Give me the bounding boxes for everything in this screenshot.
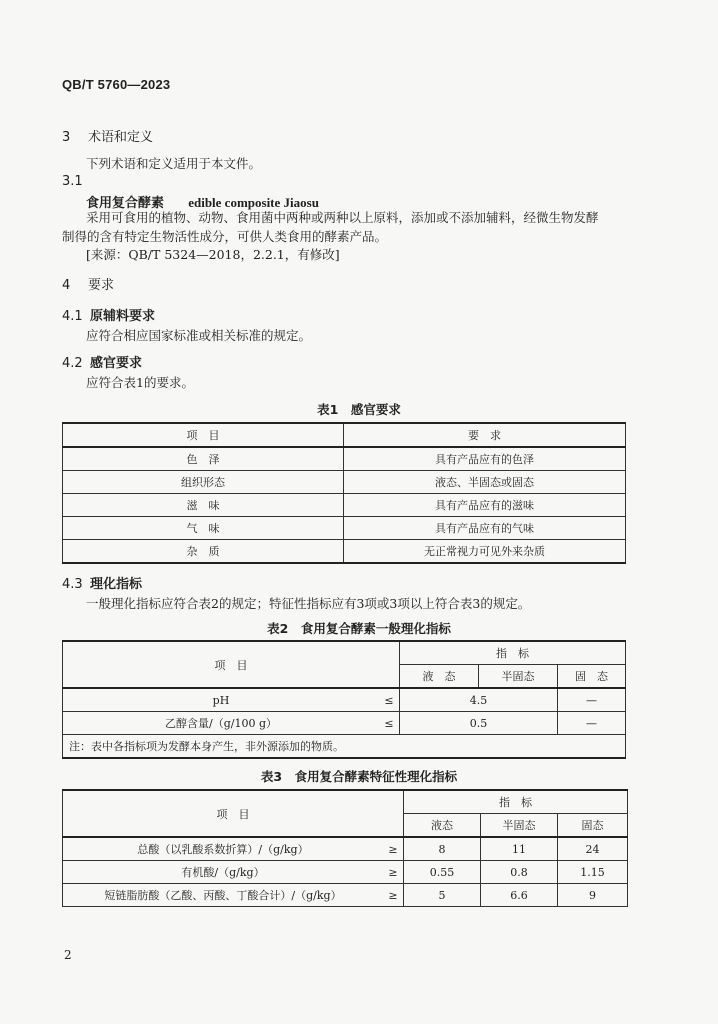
table-cell: 总酸（以乳酸系数折算）/（g/kg） <box>63 837 384 861</box>
table-header: 液 态 <box>400 665 479 689</box>
table-header: 项 目 <box>63 423 344 447</box>
table-row <box>63 540 626 564</box>
term-chinese: 食用复合酵素 <box>86 196 165 211</box>
table-cell: 组织形态 <box>63 471 344 494</box>
table-cell: — <box>558 688 626 712</box>
table-cell: 1.15 <box>558 861 628 884</box>
table-cell: 具有产品应有的滋味 <box>344 494 626 517</box>
table-cell: 气 味 <box>63 517 344 540</box>
table-header: 指 标 <box>400 641 626 665</box>
table-row <box>63 471 626 494</box>
section-title: 要求 <box>88 278 115 293</box>
table-header: 固态 <box>558 814 628 838</box>
comparison-symbol: ≥ <box>383 837 404 861</box>
term-source: [来源：QB/T 5324—2018，2.2.1，有修改] <box>86 247 340 262</box>
table-row <box>63 837 628 861</box>
table-header: 半固态 <box>479 665 558 689</box>
table-cell: 有机酸/（g/kg） <box>63 861 384 884</box>
comparison-symbol: ≤ <box>379 688 400 712</box>
table-cell: 6.6 <box>481 884 558 907</box>
section-4-3-heading <box>62 573 142 592</box>
table-cell: 9 <box>558 884 628 907</box>
table-header: 固 态 <box>558 665 626 689</box>
table-cell: 具有产品应有的色泽 <box>344 447 626 471</box>
table-note: 注：表中各指标项为发酵本身产生，非外源添加的物质。 <box>63 735 626 759</box>
table-cell: 色 泽 <box>63 447 344 471</box>
table-row <box>63 447 626 471</box>
section-3-heading <box>62 126 153 145</box>
table-2 <box>62 640 626 759</box>
table-row <box>63 712 626 735</box>
table-2-caption: 表2 食用复合酵素一般理化指标 <box>267 621 451 636</box>
clause-3-1-number: 3.1 <box>62 174 83 189</box>
table-cell: 液态、半固态或固态 <box>344 471 626 494</box>
table-header: 指 标 <box>404 790 628 814</box>
comparison-symbol: ≥ <box>383 884 404 907</box>
table-cell: 11 <box>481 837 558 861</box>
table-cell: 24 <box>558 837 628 861</box>
table-header: 项 目 <box>63 641 400 688</box>
table-cell: 无正常视力可见外来杂质 <box>344 540 626 564</box>
table-header: 项 目 <box>63 790 404 837</box>
table-cell: 4.5 <box>400 688 558 712</box>
table-cell: 0.8 <box>481 861 558 884</box>
table-cell: 具有产品应有的气味 <box>344 517 626 540</box>
section-4-2-heading <box>62 352 142 371</box>
table-cell: pH <box>63 688 380 712</box>
table-cell: 8 <box>404 837 481 861</box>
section-4-heading <box>62 274 114 293</box>
definition-line-1: 采用可食用的植物、动物、食用菌中两种或两种以上原料，添加或不添加辅料，经微生物发酵 <box>86 210 599 225</box>
comparison-symbol: ≤ <box>379 712 400 735</box>
section-title: 理化指标 <box>90 577 143 592</box>
table-3 <box>62 789 628 907</box>
table-cell: 乙醇含量/（g/100 g） <box>63 712 380 735</box>
table-1 <box>62 422 626 564</box>
term-definition <box>86 208 676 227</box>
section-title: 术语和定义 <box>88 130 154 145</box>
section-4-3-text: 一般理化指标应符合表2的规定；特征性指标应有3项或3项以上符合表3的规定。 <box>86 596 531 611</box>
table-row <box>63 884 628 907</box>
section-number: 4.1 <box>62 309 83 324</box>
term-english: edible composite Jiaosu <box>188 195 319 210</box>
section-4-1-text: 应符合相应国家标准或相关标准的规定。 <box>86 328 312 343</box>
comparison-symbol: ≥ <box>383 861 404 884</box>
section-title: 原辅料要求 <box>90 309 156 324</box>
table-note-row <box>63 735 626 759</box>
table-cell: 0.55 <box>404 861 481 884</box>
table-cell: 滋 味 <box>63 494 344 517</box>
section-number: 4.2 <box>62 356 83 371</box>
table-1-caption: 表1 感官要求 <box>317 402 401 417</box>
table-row <box>63 494 626 517</box>
table-header: 液态 <box>404 814 481 838</box>
table-header: 半固态 <box>481 814 558 838</box>
table-row <box>63 861 628 884</box>
section-4-2-text: 应符合表1的要求。 <box>86 375 194 390</box>
section-number: 4 <box>62 278 71 293</box>
table-header: 要 求 <box>344 423 626 447</box>
section-title: 感官要求 <box>90 356 143 371</box>
table-cell: 短链脂肪酸（乙酸、丙酸、丁酸合计）/（g/kg） <box>63 884 384 907</box>
section-number: 4.3 <box>62 577 83 592</box>
table-cell: 杂 质 <box>63 540 344 564</box>
section-number: 3 <box>62 130 71 145</box>
section-3-intro: 下列术语和定义适用于本文件。 <box>86 156 262 171</box>
table-row <box>63 688 626 712</box>
page-number: 2 <box>64 948 72 962</box>
table-cell: — <box>558 712 626 735</box>
section-4-1-heading <box>62 305 155 324</box>
document-code: QB/T 5760—2023 <box>62 77 171 92</box>
table-row <box>63 517 626 540</box>
table-cell: 5 <box>404 884 481 907</box>
definition-line-2: 制得的含有特定生物活性成分，可供人类食用的酵素产品。 <box>62 229 388 244</box>
table-3-caption: 表3 食用复合酵素特征性理化指标 <box>260 769 458 784</box>
table-cell: 0.5 <box>400 712 558 735</box>
